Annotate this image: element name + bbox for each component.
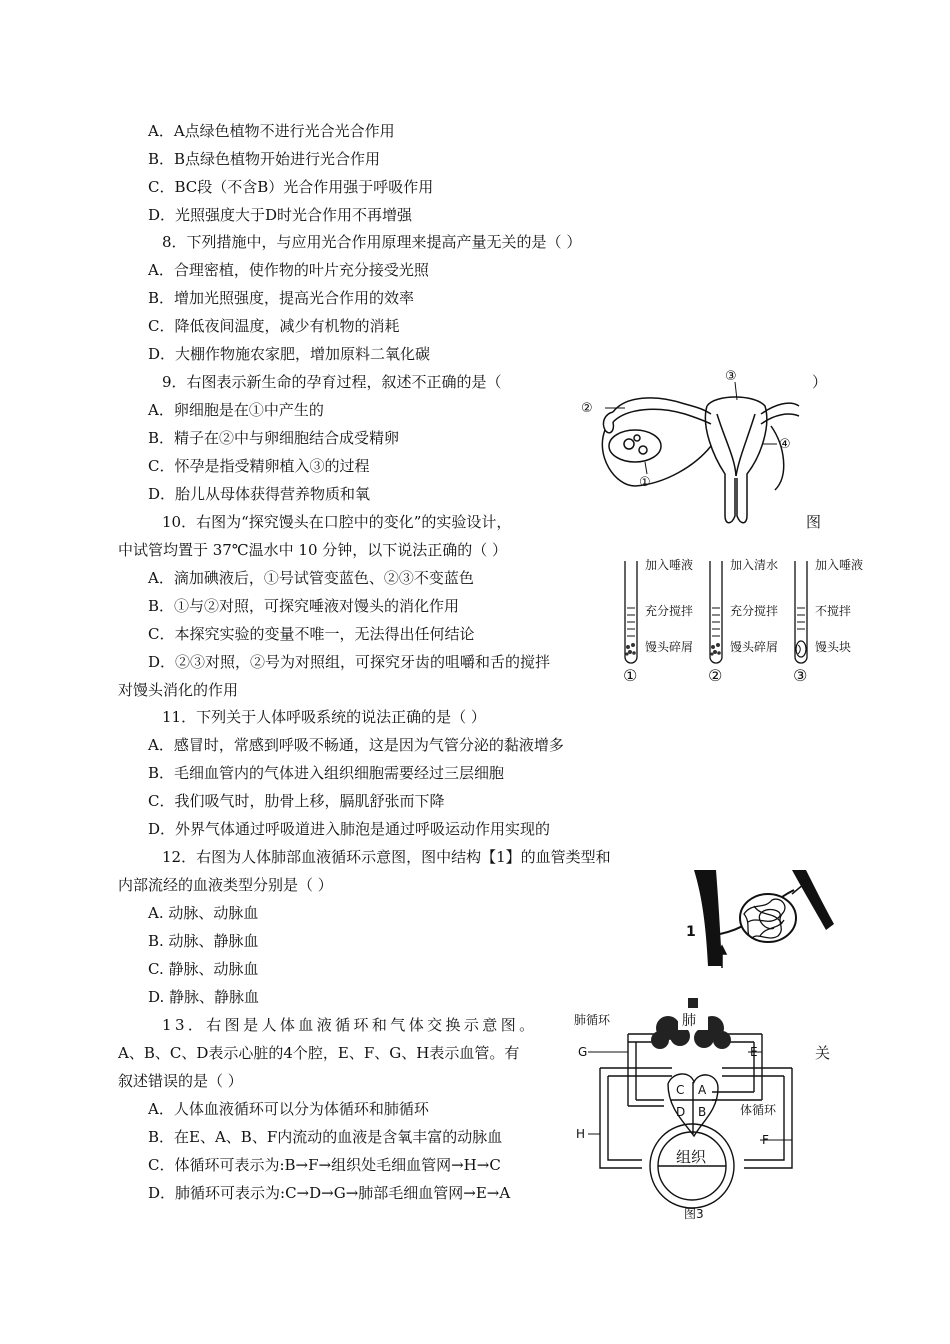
q8-stem: 8．下列措施中，与应用光合作用原理来提高产量无关的是（ ）	[162, 233, 582, 251]
q12-option-c: C. 静脉、动脉血	[148, 960, 259, 978]
q13-option-d: D．肺循环可表示为:C→D→G→肺部毛细血管网→E→A	[148, 1184, 511, 1202]
q11-option-a: A．感冒时，常感到呼吸不畅通，这是因为气管分泌的黏液增多	[148, 736, 564, 754]
q13-stem-line3: 叙述错误的是（ ）	[118, 1072, 243, 1090]
q9-option-c: C．怀孕是指受精卵植入③的过程	[148, 457, 370, 475]
vessel-g-label: G	[578, 1045, 588, 1059]
q7-option-a: A．A点绿色植物不进行光合光合作用	[148, 122, 395, 140]
q13-stem-line1: 13．右图是人体血液循环和气体交换示意图。	[162, 1016, 538, 1034]
tube2-stir-label: 充分搅拌	[730, 604, 779, 618]
pulmonary-vessel-figure	[682, 866, 837, 970]
q13-option-a: A．人体血液循环可以分为体循环和肺循环	[148, 1100, 429, 1118]
q12-option-b: B. 动脉、静脉血	[148, 932, 259, 950]
q11-option-d: D．外界气体通过呼吸道进入肺泡是通过呼吸运动作用实现的	[148, 820, 551, 838]
q9-option-d: D．胎儿从母体获得营养物质和氧	[148, 485, 371, 503]
tube2-add-label: 加入清水	[730, 558, 779, 572]
tissue-label: 组织	[676, 1148, 707, 1166]
q10-option-d: D．②③对照，②号为对照组，可探究牙齿的咀嚼和舌的搅拌	[148, 653, 551, 671]
q10-option-b: B．①与②对照，可探究唾液对馒头的消化作用	[148, 597, 460, 615]
vessel-label-1: 1	[686, 924, 696, 940]
q12-option-d: D. 静脉、静脉血	[148, 988, 260, 1006]
q10-option-a: A．滴加碘液后，①号试管变蓝色、②③不变蓝色	[148, 569, 474, 587]
pulmonary-circulation-label: 肺循环	[574, 1013, 611, 1027]
vessel-f-label: F	[762, 1133, 769, 1147]
vein-branch	[792, 870, 834, 930]
tube2-content-label: 馒头碎屑	[730, 640, 779, 654]
vessel-trunk	[694, 870, 722, 966]
tube3-add-label: 加入唾液	[815, 558, 864, 572]
q8-option-b: B．增加光照强度，提高光合作用的效率	[148, 289, 415, 307]
label-3: ③	[725, 369, 737, 384]
q8-option-d: D．大棚作物施农家肥，增加原料二氧化碳	[148, 345, 431, 363]
q8-option-a: A．合理密植，使作物的叶片充分接受光照	[148, 261, 429, 279]
circulation-figure	[572, 996, 812, 1222]
q9-option-a: A．卵细胞是在①中产生的	[148, 401, 324, 419]
chamber-b-label: B	[698, 1105, 707, 1119]
oviduct	[613, 398, 711, 414]
q12-stem-line1: 12．右图为人体肺部血液循环示意图，图中结构【1】的血管类型和	[162, 848, 611, 866]
q7-option-d: D．光照强度大于D时光合作用不再增强	[148, 206, 413, 224]
tube3-content-label: 馒头块	[815, 640, 852, 654]
q11-option-c: C．我们吸气时，肋骨上移，膈肌舒张而下降	[148, 792, 445, 810]
tube2-number: ②	[708, 666, 723, 685]
q13-stem-line2: A、B、C、D表示心脏的4个腔，E、F、G、H表示血管。有	[118, 1044, 520, 1062]
reproductive-system-figure	[575, 366, 805, 530]
q10-option-c: C．本探究实验的变量不唯一，无法得出任何结论	[148, 625, 475, 643]
tube1-add-label: 加入唾液	[645, 558, 694, 572]
q8-option-c: C．降低夜间温度，减少有机物的消耗	[148, 317, 400, 335]
test-tubes-figure	[615, 553, 880, 688]
q12-stem-line2: 内部流经的血液类型分别是（ ）	[118, 876, 333, 894]
q10-option-d-cont: 对馒头消化的作用	[118, 681, 239, 699]
lung-label: 肺	[682, 1013, 696, 1029]
q9-stem-close: ）	[812, 373, 828, 391]
tube1-content-label: 馒头碎屑	[645, 640, 694, 654]
bread-block	[796, 641, 806, 657]
chamber-d-label: D	[676, 1105, 686, 1119]
q10-stem-line1-end: 图	[806, 513, 822, 531]
q12-option-a: A. 动脉、动脉血	[148, 904, 259, 922]
systemic-circulation-label: 体循环	[740, 1103, 777, 1117]
tube3-number: ③	[793, 666, 808, 685]
chamber-a-label: A	[698, 1083, 707, 1097]
label-1: ①	[639, 475, 651, 490]
q13-stem-line2-end: 关	[815, 1044, 831, 1062]
tube3-stir-label: 不搅拌	[815, 604, 852, 618]
q10-stem-line2: 中试管均置于 37℃温水中 10 分钟，以下说法正确的（ ）	[118, 541, 508, 559]
q13-option-c: C．体循环可表示为:B→F→组织处毛细血管网→H→C	[148, 1156, 501, 1174]
q11-option-b: B．毛细血管内的气体进入组织细胞需要经过三层细胞	[148, 764, 505, 782]
tube1-stir-label: 充分搅拌	[645, 604, 694, 618]
q7-option-b: B．B点绿色植物开始进行光合作用	[148, 150, 381, 168]
q9-option-b: B．精子在②中与卵细胞结合成受精卵	[148, 429, 400, 447]
q11-stem: 11．下列关于人体呼吸系统的说法正确的是（ ）	[162, 708, 486, 726]
ovary	[609, 430, 661, 462]
vessel-e-label: E	[750, 1045, 758, 1059]
figure-caption: 图3	[684, 1207, 704, 1221]
q10-stem-line1: 10．右图为“探究馒头在口腔中的变化”的实验设计，	[162, 513, 512, 531]
label-2: ②	[581, 401, 593, 416]
q7-option-c: C．BC段（不含B）光合作用强于呼吸作用	[148, 178, 434, 196]
q13-option-b: B．在E、A、B、F内流动的血液是含氧丰富的动脉血	[148, 1128, 503, 1146]
label-4: ④	[779, 437, 791, 452]
vessel-h-label: H	[576, 1127, 586, 1141]
uterus	[707, 397, 767, 523]
tube1-number: ①	[623, 666, 638, 685]
q9-stem: 9．右图表示新生命的孕育过程，叙述不正确的是（	[162, 373, 502, 391]
chamber-c-label: C	[676, 1083, 685, 1097]
